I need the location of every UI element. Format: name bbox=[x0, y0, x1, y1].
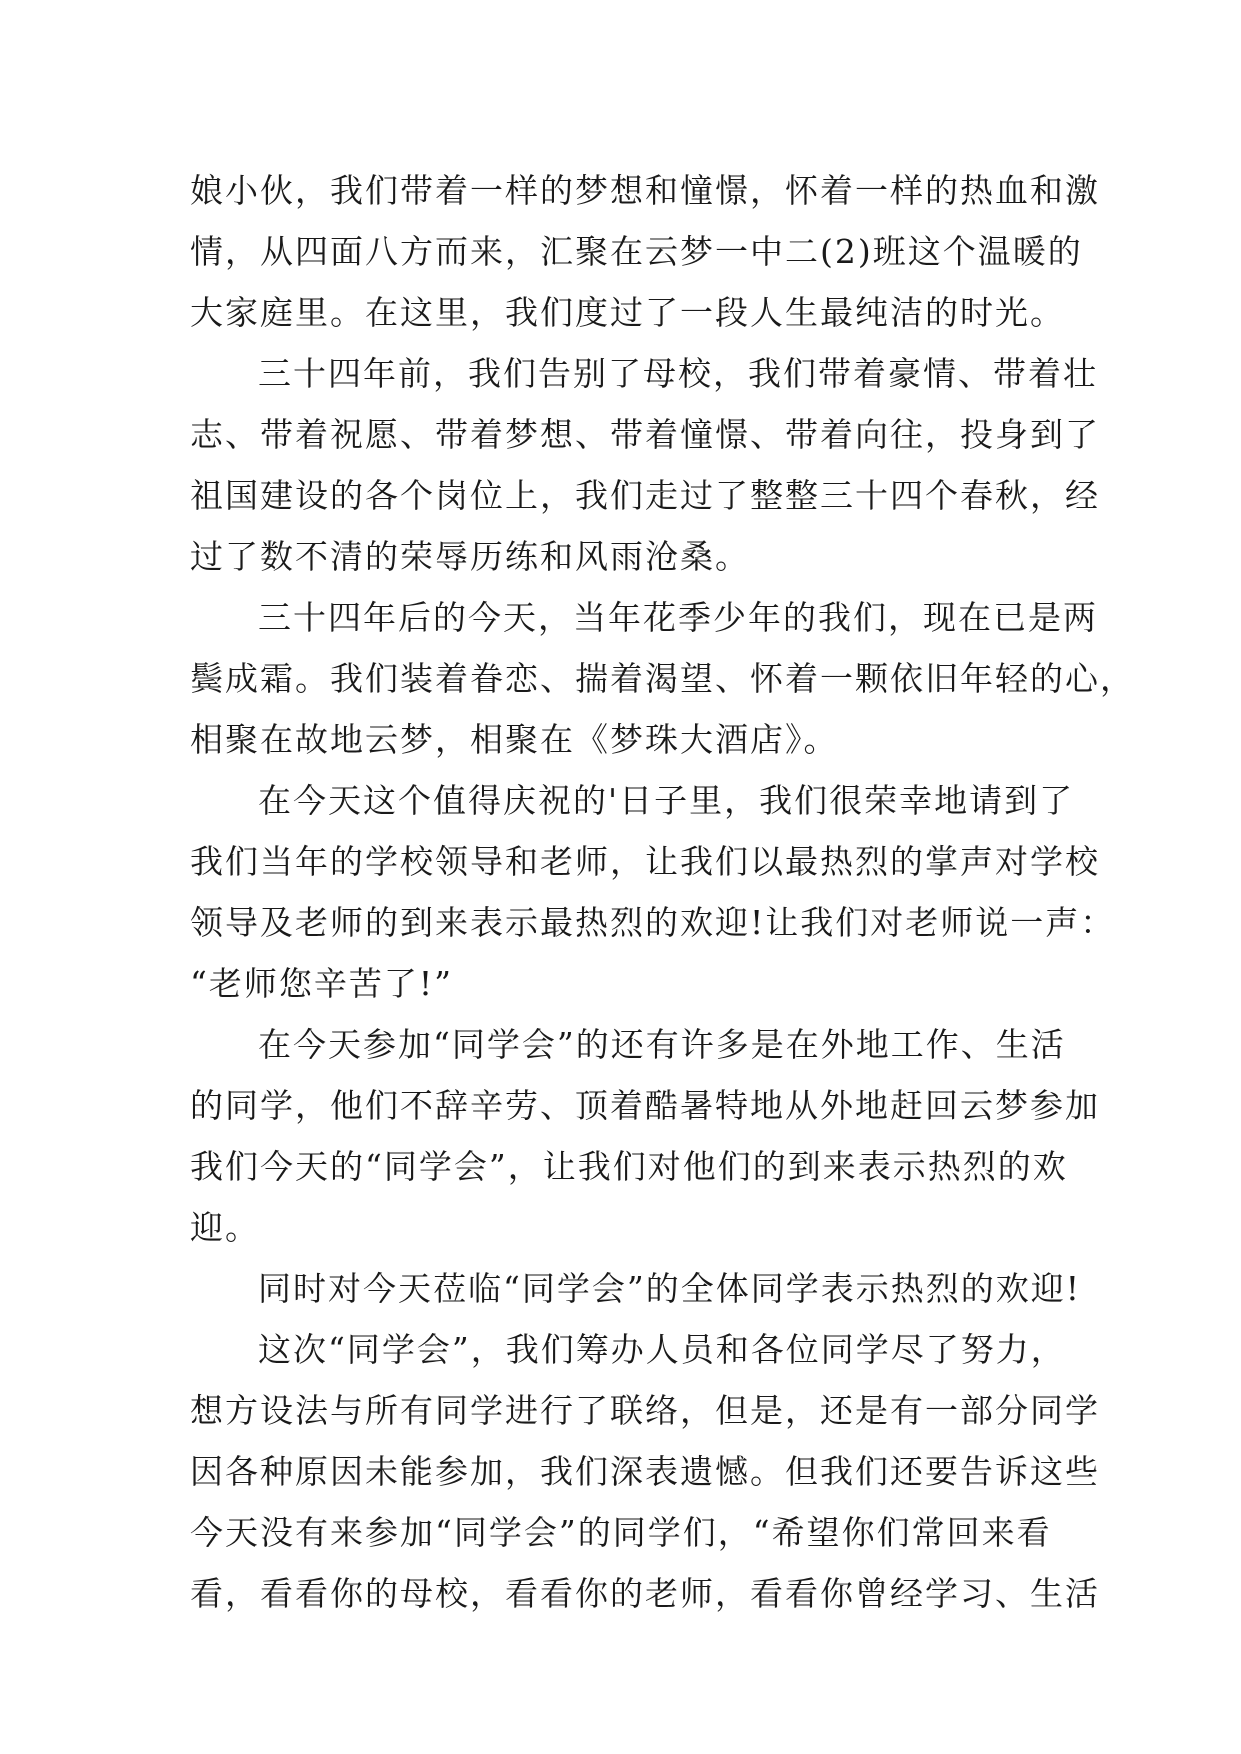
document-body bbox=[190, 160, 1135, 1624]
text-line: 想方设法与所有同学进行了联络，但是，还是有一部分同学 bbox=[190, 1391, 1100, 1430]
text-line: 娘小伙，我们带着一样的梦想和憧憬，怀着一样的热血和激 bbox=[190, 171, 1100, 210]
text-line: 大家庭里。在这里，我们度过了一段人生最纯洁的时光。 bbox=[190, 293, 1065, 332]
text-line: 领导及老师的到来表示最热烈的欢迎!让我们对老师说一声： bbox=[190, 903, 1116, 942]
text-line: 鬓成霜。我们装着眷恋、揣着渴望、怀着一颗依旧年轻的心， bbox=[190, 659, 1135, 698]
paragraph-first-line: 这次“同学会”，我们筹办人员和各位同学尽了努力， bbox=[258, 1330, 1066, 1369]
paragraph-first-line: 在今天参加“同学会”的还有许多是在外地工作、生活 bbox=[258, 1025, 1066, 1064]
paragraph-first-line: 在今天这个值得庆祝的'日子里，我们很荣幸地请到了 bbox=[258, 781, 1075, 820]
text-line: 因各种原因未能参加，我们深表遗憾。但我们还要告诉这些 bbox=[190, 1452, 1100, 1491]
text-line: 我们今天的“同学会”，让我们对他们的到来表示热烈的欢 bbox=[190, 1147, 1068, 1186]
text-line: “老师您辛苦了!” bbox=[190, 964, 454, 1003]
text-line: 看，看看你的母校，看看你的老师，看看你曾经学习、生活 bbox=[190, 1574, 1100, 1613]
text-line: 相聚在故地云梦，相聚在《梦珠大酒店》。 bbox=[190, 720, 839, 759]
text-line: 志、带着祝愿、带着梦想、带着憧憬、带着向往，投身到了 bbox=[190, 415, 1100, 454]
text-line: 过了数不清的荣辱历练和风雨沧桑。 bbox=[190, 537, 750, 576]
text-line: 的同学，他们不辞辛劳、顶着酷暑特地从外地赶回云梦参加 bbox=[190, 1086, 1100, 1125]
paragraph-first-line: 三十四年前，我们告别了母校，我们带着豪情、带着壮 bbox=[258, 354, 1098, 393]
text-line: 我们当年的学校领导和老师，让我们以最热烈的掌声对学校 bbox=[190, 842, 1100, 881]
text-line: 祖国建设的各个岗位上，我们走过了整整三十四个春秋，经 bbox=[190, 476, 1100, 515]
text-line: 情，从四面八方而来，汇聚在云梦一中二(2)班这个温暖的 bbox=[190, 232, 1083, 271]
text-line: 迎。 bbox=[190, 1208, 260, 1247]
text-line: 今天没有来参加“同学会”的同学们，“希望你们常回来看 bbox=[190, 1513, 1052, 1552]
paragraph-first-line: 同时对今天莅临“同学会”的全体同学表示热烈的欢迎! bbox=[258, 1269, 1082, 1308]
paragraph-first-line: 三十四年后的今天，当年花季少年的我们，现在已是两 bbox=[258, 598, 1098, 637]
